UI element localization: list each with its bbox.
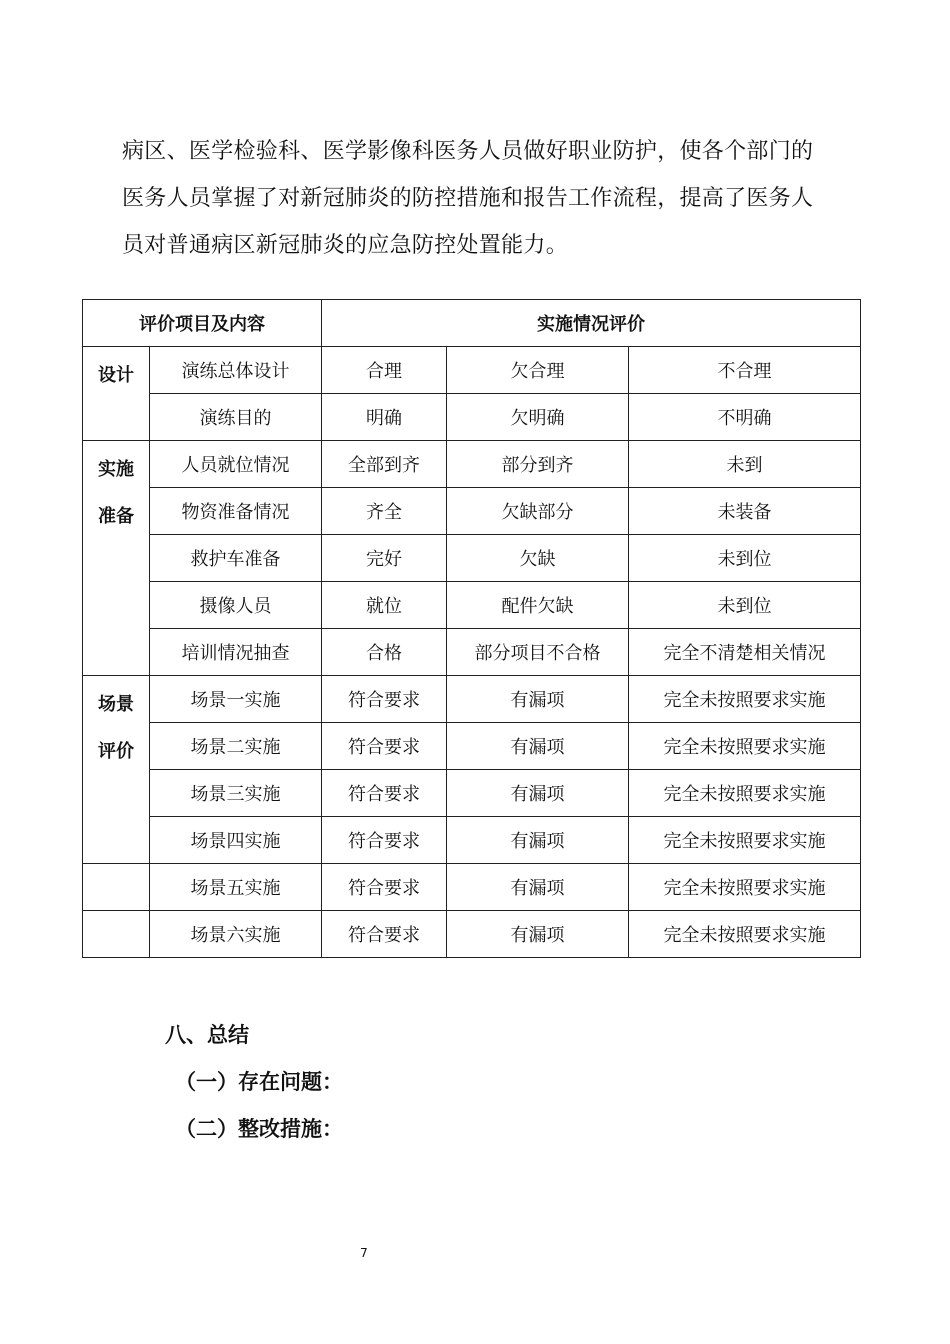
table-row (83, 347, 861, 394)
paragraph-line: 病区、医学检验科、医学影像科医务人员做好职业防护，使各个部门的 (122, 139, 814, 164)
table-header-row (83, 300, 861, 347)
category-label: 评价 (98, 741, 134, 762)
table-row (83, 864, 861, 911)
poor-cell: 完全未按照要求实施 (629, 864, 861, 911)
item-cell: 场景三实施 (150, 770, 322, 817)
header-eval-items: 评价项目及内容 (83, 300, 322, 347)
good-cell: 符合要求 (322, 911, 447, 958)
fair-cell: 欠合理 (447, 347, 629, 394)
good-cell: 全部到齐 (322, 441, 447, 488)
item-cell: 场景五实施 (150, 864, 322, 911)
table-row (83, 394, 861, 441)
good-cell: 完好 (322, 535, 447, 582)
item-cell: 人员就位情况 (150, 441, 322, 488)
good-cell: 合理 (322, 347, 447, 394)
poor-cell: 完全未按照要求实施 (629, 817, 861, 864)
poor-cell: 未到 (629, 441, 861, 488)
item-cell: 摄像人员 (150, 582, 322, 629)
table-row (83, 676, 861, 723)
poor-cell: 未装备 (629, 488, 861, 535)
good-cell: 符合要求 (322, 864, 447, 911)
category-cell-scene (83, 676, 150, 864)
category-label: 场景 (98, 694, 134, 715)
category-cell-empty (83, 864, 150, 911)
item-cell: 培训情况抽查 (150, 629, 322, 676)
good-cell: 符合要求 (322, 676, 447, 723)
category-cell-prep (83, 441, 150, 676)
category-label: 准备 (98, 506, 134, 527)
good-cell: 就位 (322, 582, 447, 629)
category-label: 实施 (98, 459, 134, 480)
poor-cell: 不合理 (629, 347, 861, 394)
good-cell: 符合要求 (322, 770, 447, 817)
table-row (83, 441, 861, 488)
poor-cell: 完全未按照要求实施 (629, 676, 861, 723)
item-cell: 场景一实施 (150, 676, 322, 723)
page-number: 7 (360, 1246, 368, 1260)
fair-cell: 部分项目不合格 (447, 629, 629, 676)
item-cell: 救护车准备 (150, 535, 322, 582)
summary-heading: 八、总结 (165, 1023, 249, 1047)
fair-cell: 有漏项 (447, 911, 629, 958)
category-cell-design (83, 347, 150, 441)
summary-item-measures: （二）整改措施： (175, 1117, 343, 1141)
poor-cell: 未到位 (629, 535, 861, 582)
item-cell: 场景四实施 (150, 817, 322, 864)
poor-cell: 不明确 (629, 394, 861, 441)
poor-cell: 完全不清楚相关情况 (629, 629, 861, 676)
good-cell: 符合要求 (322, 817, 447, 864)
table-row (83, 911, 861, 958)
table-row (83, 535, 861, 582)
fair-cell: 欠明确 (447, 394, 629, 441)
poor-cell: 完全未按照要求实施 (629, 723, 861, 770)
table-row (83, 770, 861, 817)
table-row (83, 629, 861, 676)
body-paragraph (122, 128, 842, 269)
item-cell: 场景六实施 (150, 911, 322, 958)
paragraph-line: 医务人员掌握了对新冠肺炎的防控措施和报告工作流程，提高了医务人 (122, 186, 814, 211)
fair-cell: 欠缺 (447, 535, 629, 582)
item-cell: 演练总体设计 (150, 347, 322, 394)
paragraph-line: 员对普通病区新冠肺炎的应急防控处置能力。 (122, 233, 569, 258)
category-cell-empty (83, 911, 150, 958)
poor-cell: 完全未按照要求实施 (629, 770, 861, 817)
table-row (83, 817, 861, 864)
item-cell: 演练目的 (150, 394, 322, 441)
fair-cell: 有漏项 (447, 864, 629, 911)
fair-cell: 有漏项 (447, 723, 629, 770)
table-row (83, 488, 861, 535)
fair-cell: 有漏项 (447, 817, 629, 864)
good-cell: 合格 (322, 629, 447, 676)
table-row (83, 582, 861, 629)
header-implementation: 实施情况评价 (322, 300, 861, 347)
category-label: 设计 (98, 365, 134, 386)
fair-cell: 部分到齐 (447, 441, 629, 488)
summary-section (165, 1012, 343, 1153)
evaluation-table (82, 299, 861, 958)
good-cell: 齐全 (322, 488, 447, 535)
table-row (83, 723, 861, 770)
summary-item-problems: （一）存在问题： (175, 1070, 343, 1094)
poor-cell: 完全未按照要求实施 (629, 911, 861, 958)
fair-cell: 有漏项 (447, 770, 629, 817)
item-cell: 物资准备情况 (150, 488, 322, 535)
good-cell: 符合要求 (322, 723, 447, 770)
fair-cell: 配件欠缺 (447, 582, 629, 629)
good-cell: 明确 (322, 394, 447, 441)
fair-cell: 有漏项 (447, 676, 629, 723)
poor-cell: 未到位 (629, 582, 861, 629)
fair-cell: 欠缺部分 (447, 488, 629, 535)
item-cell: 场景二实施 (150, 723, 322, 770)
